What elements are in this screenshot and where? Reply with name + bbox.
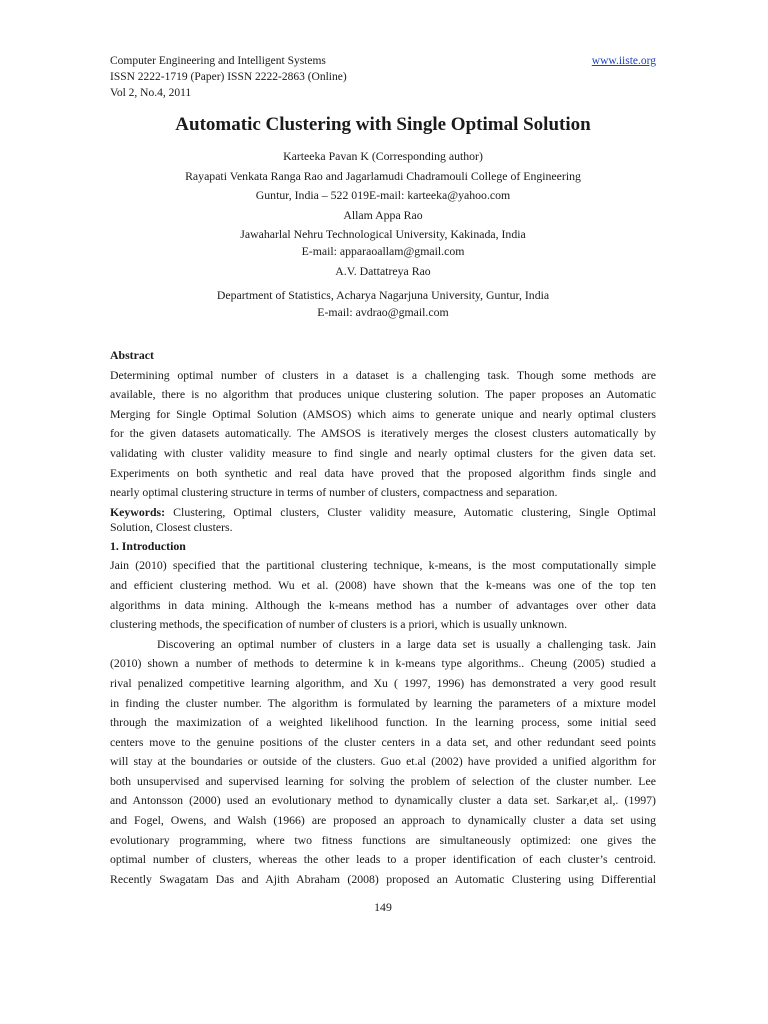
introduction-heading: 1. Introduction: [110, 538, 186, 553]
author-name: Allam Appa Rao: [343, 207, 423, 222]
text-line: both unsupervised and supervised learning for solving the problem of selection of the cluster number. Lee: [110, 773, 656, 788]
text-line: available, there is no algorithm that produces unique clustering solution. The paper proposes an Automatic: [110, 387, 656, 402]
text-line: Determining optimal number of clusters in a dataset is a challenging task. Though some methods are: [110, 367, 656, 382]
author-email: E-mail: apparaoallam@gmail.com: [301, 243, 465, 258]
intro-paragraph-2: [110, 635, 656, 890]
paper-title: Automatic Clustering with Single Optimal Solution: [175, 114, 591, 135]
text-line: clustering methods, the specification of number of clusters is a priori, which is usually unknown.: [110, 617, 568, 632]
author-block: [110, 147, 656, 322]
keywords-line: [110, 505, 656, 520]
text-line: optimal number of clusters, whereas the other leads to a proper identification of each cluster’s centroid.: [110, 852, 656, 867]
journal-header: [110, 53, 656, 101]
text-line: through the maximization of a weighted likelihood function. In the learning process, some initial seed: [110, 715, 656, 730]
author-email: Guntur, India – 522 019E-mail: karteeka@yahoo.com: [255, 188, 511, 203]
text-line: (2010) shown a number of methods to determine k in k-means type algorithms.. Cheung (2005) studied a: [110, 656, 656, 671]
text-line: Recently Swagatam Das and Ajith Abraham (2008) proposed an Automatic Clustering using Differential: [110, 871, 656, 886]
page-number: 149: [374, 900, 392, 914]
author-email: E-mail: avdrao@gmail.com: [317, 304, 449, 319]
text-line: and Antonsson (2000) used an evolutionary method to dynamically cluster a data set. Sarkar,et al,. (1997): [110, 793, 656, 808]
author-name: Karteeka Pavan K (Corresponding author): [283, 149, 483, 163]
text-line: Merging for Single Optimal Solution (AMSOS) which aims to generate unique and nearly optimal clusters: [110, 406, 656, 421]
keywords-block: [110, 505, 656, 535]
text-line: centers move to the genuine positions of the cluster centers in a data set, and other redundant seed points: [110, 734, 656, 749]
text-line: Experiments on both synthetic and real data have proved that the proposed algorithm finds single and: [110, 465, 656, 480]
author-affiliation: Rayapati Venkata Ranga Rao and Jagarlamudi Chadramouli College of Engineering: [185, 168, 581, 183]
author-affiliation: Jawaharlal Nehru Technological University, Kakinada, India: [240, 227, 526, 242]
journal-url-link[interactable]: www.iiste.org: [591, 55, 656, 67]
text-line: for the given datasets automatically. The AMSOS is iteratively merges the closest clusters automatically by: [110, 426, 656, 441]
abstract-section: [110, 346, 656, 889]
text-line: evolutionary programming, where two fitness functions are simultaneously optimized: one gives the: [110, 832, 656, 847]
keywords-label: Keywords:: [110, 504, 166, 519]
text-line: Jain (2010) specified that the partitional clustering technique, k-means, is the most computationally simple: [110, 558, 656, 573]
volume-line: Vol 2, No.4, 2011: [110, 87, 192, 99]
text-line: rival penalized competitive learning algorithm, and Xu ( 1997, 1996) has demonstrated a very good result: [110, 675, 656, 690]
text-line: will stay at the boundaries or outside of the clusters. Guo et.al (2002) have provided a unified algorithm for: [110, 754, 656, 769]
text-line: and Fogel, Owens, and Walsh (1966) are proposed an approach to dynamically cluster a data set using: [110, 813, 656, 828]
text-line: validating with cluster validity measure to find single and nearly optimal clusters for the given data set.: [110, 445, 656, 460]
abstract-heading: Abstract: [110, 348, 154, 362]
text-line: nearly optimal clustering structure in terms of number of clusters, compactness and separation.: [110, 485, 558, 500]
text-line: in finding the cluster number. The algorithm is formulated by learning the parameters of a mixture model: [110, 695, 656, 710]
author-name: A.V. Dattatreya Rao: [335, 263, 431, 278]
text-line: Discovering an optimal number of clusters in a large data set is usually a challenging task. Jain: [157, 636, 656, 651]
author-affiliation: Department of Statistics, Acharya Nagarjuna University, Guntur, India: [216, 288, 550, 303]
keywords-text: Clustering, Optimal clusters, Cluster validity measure, Automatic clustering, Single Optimal: [165, 504, 656, 519]
abstract-paragraph: [110, 366, 656, 503]
text-line: algorithms in data mining. Although the k-means method has a number of advantages over other data: [110, 597, 656, 612]
intro-paragraph-1: [110, 556, 656, 634]
keywords-line: Solution, Closest clusters.: [110, 519, 233, 534]
text-line: and efficient clustering method. Wu et al. (2008) have shown that the k-means was one of the top ten: [110, 577, 656, 592]
journal-name: Computer Engineering and Intelligent Systems: [110, 55, 326, 67]
issn-line: ISSN 2222-1719 (Paper) ISSN 2222-2863 (Online): [110, 71, 347, 83]
